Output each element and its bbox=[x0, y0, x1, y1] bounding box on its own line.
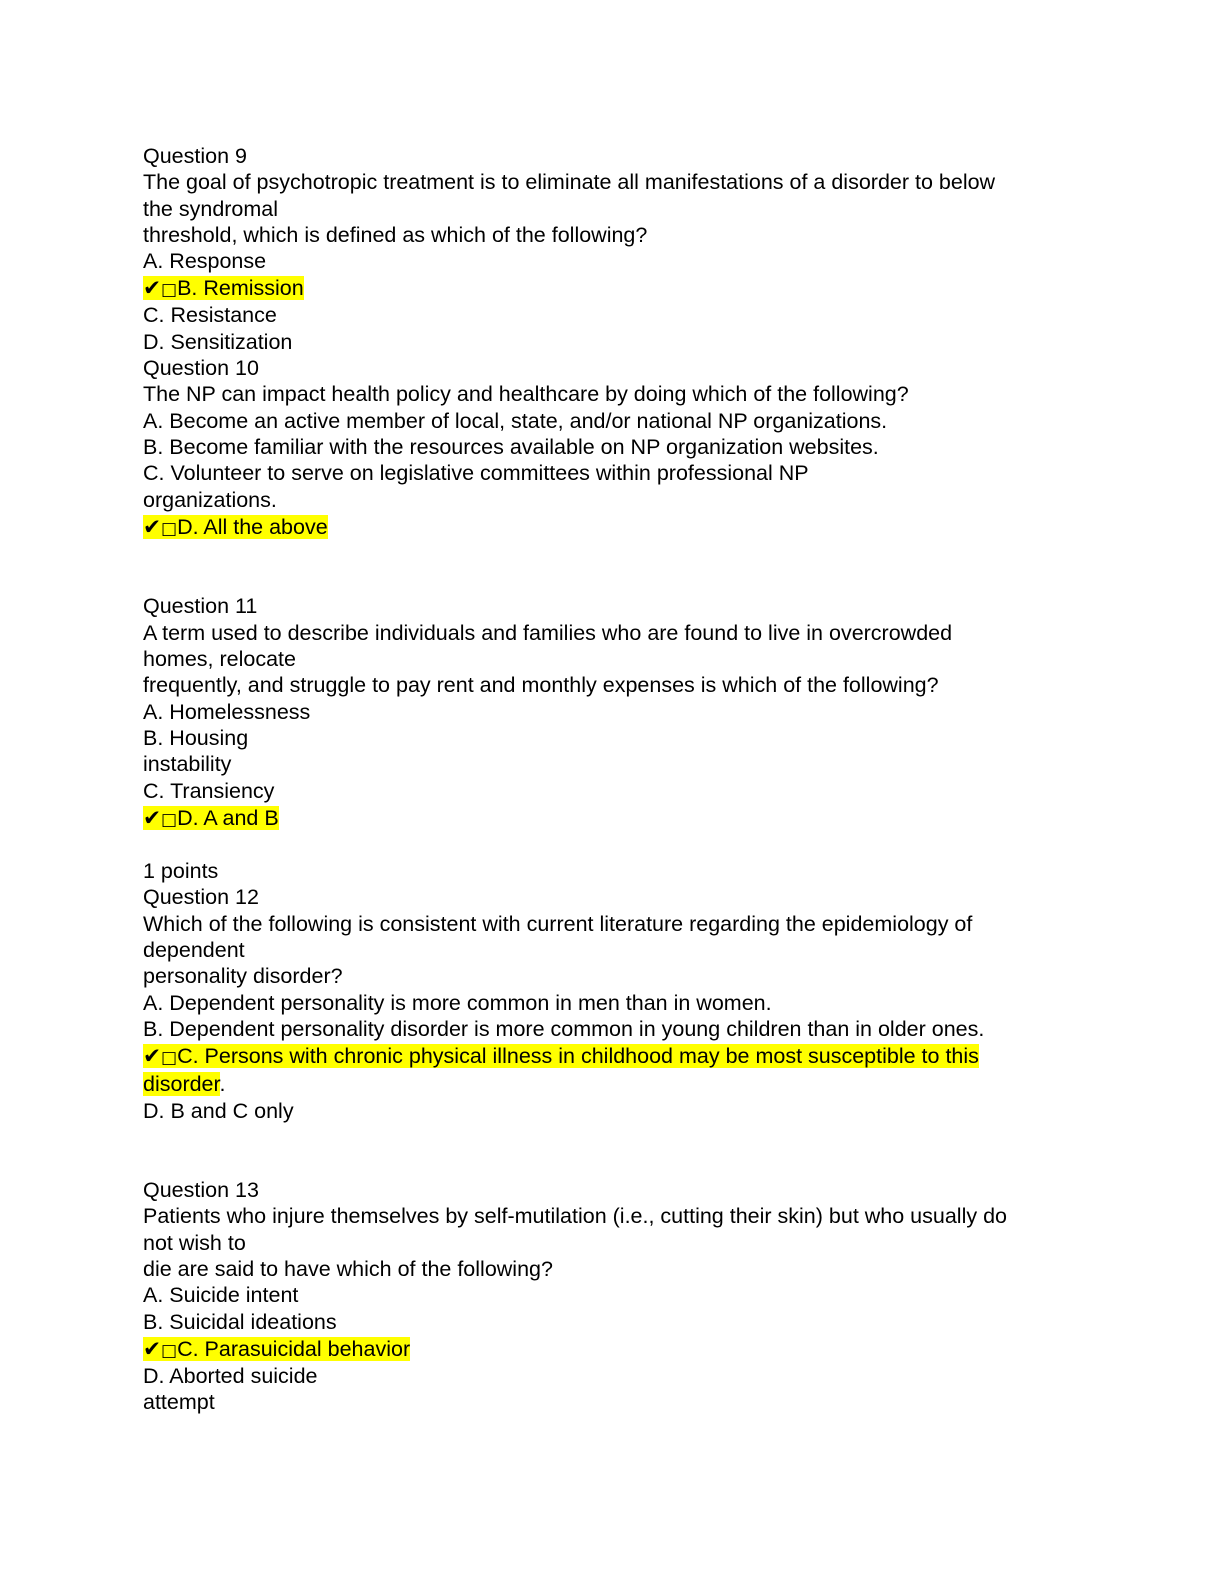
question-stem: Patients who injure themselves by self-mutilation (i.e., cutting their skin) but who usually do bbox=[143, 1204, 1007, 1229]
question-title: Question 11 bbox=[143, 594, 258, 619]
answer-option: C. Volunteer to serve on legislative committees within professional NP bbox=[143, 461, 809, 486]
checkmark-icon: ✔ bbox=[143, 805, 162, 830]
spacer bbox=[143, 541, 1083, 594]
question-stem: A term used to describe individuals and families who are found to live in overcrowded bbox=[143, 620, 953, 645]
answer-option: A. Become an active member of local, state, and/or national NP organizations. bbox=[143, 408, 888, 433]
box-icon: □ bbox=[161, 518, 178, 539]
answer-option: A. Suicide intent bbox=[143, 1283, 299, 1308]
answer-option: attempt bbox=[143, 1390, 215, 1415]
spacer bbox=[143, 1125, 1083, 1178]
answer-option: instability bbox=[143, 752, 232, 777]
correct-answer-option bbox=[143, 513, 1083, 541]
question-block bbox=[143, 593, 1083, 831]
box-icon: □ bbox=[161, 809, 178, 830]
correct-answer-option bbox=[143, 804, 1083, 832]
question-title: Question 10 bbox=[143, 356, 259, 381]
answer-text: disorder bbox=[143, 1072, 220, 1097]
answer-option: organizations. bbox=[143, 487, 277, 512]
question-title: Question 9 bbox=[143, 144, 247, 168]
answer-option: D. Aborted suicide bbox=[143, 1363, 318, 1388]
answer-suffix: . bbox=[219, 1072, 226, 1097]
question-block bbox=[143, 143, 1083, 355]
answer-option: B. Become familiar with the resources available on NP organization websites. bbox=[143, 434, 879, 459]
question-stem: The goal of psychotropic treatment is to eliminate all manifestations of a disorder to below bbox=[143, 170, 996, 195]
answer-option: B. Suicidal ideations bbox=[143, 1309, 337, 1334]
correct-answer-option bbox=[143, 1042, 1083, 1070]
answer-option: A. Response bbox=[143, 249, 267, 274]
question-stem: not wish to bbox=[143, 1230, 246, 1255]
checkmark-icon: ✔ bbox=[143, 514, 162, 539]
answer-text: C. Parasuicidal behavior bbox=[177, 1336, 411, 1361]
checkmark-icon: ✔ bbox=[143, 1336, 162, 1361]
answer-option: A. Homelessness bbox=[143, 699, 311, 724]
question-block bbox=[143, 355, 1083, 541]
answer-text: B. Remission bbox=[177, 276, 304, 301]
question-block bbox=[143, 858, 1083, 1124]
question-block bbox=[143, 1177, 1083, 1415]
checkmark-icon: ✔ bbox=[143, 276, 162, 301]
question-stem: die are said to have which of the following? bbox=[143, 1256, 553, 1281]
question-stem: the syndromal bbox=[143, 196, 279, 221]
question-title: Question 12 bbox=[143, 885, 259, 910]
box-icon: □ bbox=[161, 1340, 178, 1361]
question-stem: frequently, and struggle to pay rent and monthly expenses is which of the following? bbox=[143, 673, 939, 698]
answer-option: B. Housing bbox=[143, 725, 249, 750]
question-stem: threshold, which is defined as which of the following? bbox=[143, 222, 648, 247]
box-icon: □ bbox=[161, 280, 178, 301]
answer-option: B. Dependent personality disorder is more common in young children than in older ones. bbox=[143, 1016, 985, 1041]
box-icon: □ bbox=[161, 1048, 178, 1069]
answer-option: A. Dependent personality is more common in men than in women. bbox=[143, 990, 772, 1015]
spacer bbox=[143, 832, 1083, 858]
correct-answer-option bbox=[143, 1335, 1083, 1363]
correct-answer-continuation bbox=[143, 1070, 1083, 1098]
answer-option: C. Transiency bbox=[143, 778, 275, 803]
correct-answer-option bbox=[143, 274, 1083, 302]
answer-option: D. Sensitization bbox=[143, 329, 293, 354]
question-title: Question 13 bbox=[143, 1178, 259, 1203]
answer-text: C. Persons with chronic physical illness in childhood may be most susceptible to this bbox=[177, 1044, 979, 1069]
question-stem: dependent bbox=[143, 938, 245, 963]
answer-text: D. A and B bbox=[177, 805, 279, 830]
document-page bbox=[143, 143, 1083, 1415]
answer-option: C. Resistance bbox=[143, 303, 277, 328]
question-stem: Which of the following is consistent with current literature regarding the epidemiology of bbox=[143, 911, 973, 936]
checkmark-icon: ✔ bbox=[143, 1044, 162, 1069]
question-stem: homes, relocate bbox=[143, 647, 296, 672]
answer-option: D. B and C only bbox=[143, 1099, 294, 1124]
answer-text: D. All the above bbox=[177, 514, 328, 539]
points-label: 1 points bbox=[143, 859, 219, 884]
question-stem: The NP can impact health policy and healthcare by doing which of the following? bbox=[143, 382, 909, 407]
question-stem: personality disorder? bbox=[143, 964, 343, 989]
